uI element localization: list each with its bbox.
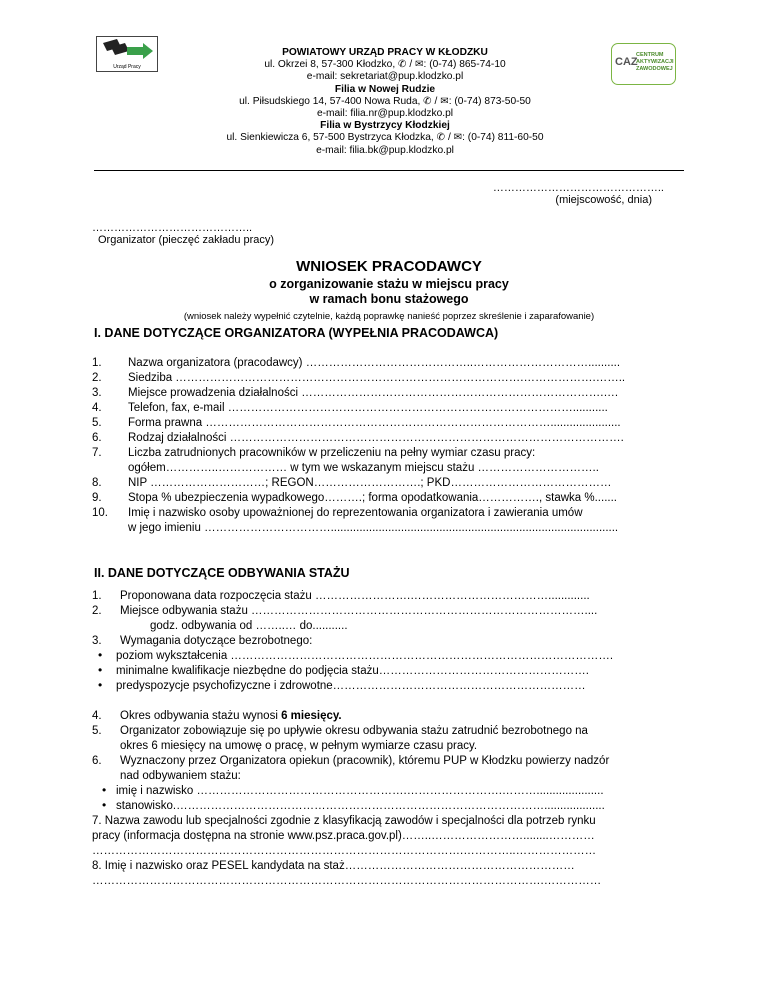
s1-item-10 [92, 506, 680, 521]
branch-bystrzyca-email: e-mail: filia.bk@pup.klodzko.pl [316, 144, 454, 156]
s2-item-7-line1: 7. Nazwa zawodu lub specjalności zgodnie z klasyfikacją zawodów i specjalności dla potrzeb rynku [92, 815, 596, 827]
section2-heading: II. DANE DOTYCZĄCE ODBYWANIA STAŻU [94, 566, 350, 580]
branch-nowa-ruda: Filia w Nowej Rudzie [334, 83, 436, 95]
s2-item-3 [92, 634, 680, 649]
bullet-icon: • [98, 679, 103, 692]
s2-num: 1. [92, 590, 102, 602]
s1-text: Rodzaj działalności …………………………………………………………………………………………. [128, 432, 624, 444]
s1-item-3[interactable] [92, 386, 680, 401]
s2-item-4-bold: 6 miesięcy. [281, 710, 342, 722]
s2-bullet-text: poziom wykształcenia ………………………………………………………………………………………. [116, 650, 614, 662]
s1-item-7b[interactable] [92, 461, 680, 476]
s2-bullet-text: predyspozycje psychofizyczne i zdrowotne………………………………………………………… [116, 680, 586, 692]
s1-text: ogółem…………..……………… w tym we wskazanym miejscu stażu ………………………….. [128, 462, 599, 474]
s1-num: 4. [92, 402, 102, 414]
caz-logo-letters: CAZ [615, 56, 638, 68]
bullet-icon: • [102, 784, 107, 797]
title-sub1: o zorganizowanie stażu w miejscu pracy [269, 277, 509, 291]
title-main: WNIOSEK PRACODAWCY [296, 258, 482, 275]
branch-bystrzyca-address: ul. Sienkiewicza 6, 57-500 Bystrzyca Kłodzka, ✆ / ✉: (0-74) 811-60-50 [226, 132, 544, 144]
s2-bullet-education[interactable] [92, 649, 680, 664]
s1-num: 10. [92, 507, 108, 519]
organizer-stamp-field[interactable] [92, 222, 292, 246]
s2-item-6-line1: Wyznaczony przez Organizatora opiekun (pracownik), któremu PUP w Kłodzku powierzy nadzór [120, 755, 610, 767]
s2-item-5-line1: Organizator zobowiązuje się po upływie okresu odbywania stażu zatrudnić bezrobotnego na [120, 725, 588, 737]
s1-num: 9. [92, 492, 102, 504]
s1-text: w jego imieniu …………………………….......................................................................................... [128, 522, 619, 534]
bullet-icon: • [98, 664, 103, 677]
s1-num: 8. [92, 477, 102, 489]
s1-item-7 [92, 446, 680, 461]
s1-num: 3. [92, 387, 102, 399]
s2-item-4 [92, 709, 680, 724]
s2-num: 3. [92, 635, 102, 647]
bullet-icon: • [102, 799, 107, 812]
office-name: POWIATOWY URZĄD PRACY W KŁODZKU [282, 47, 488, 58]
s1-item-9[interactable] [92, 491, 680, 506]
s1-text: Miejsce prowadzenia działalności …………………………………………………………………….…. [128, 387, 619, 399]
s2-item-2-hours[interactable]: godz. odbywania od ……..… do........... [150, 620, 348, 632]
office-header [200, 47, 570, 157]
place-date-dots: ……………………………………….. [492, 182, 664, 194]
s2-item-1[interactable] [92, 589, 680, 604]
s1-num: 5. [92, 417, 102, 429]
office-address: ul. Okrzei 8, 57-300 Kłodzko, ✆ / ✉: (0-74) 865-74-10 [264, 59, 506, 71]
s2-num: 5. [92, 725, 102, 737]
form-title [94, 258, 684, 322]
s2-bullet-position[interactable] [92, 799, 680, 814]
s2-item-7-line3[interactable]: …………………………………………………………………………………….…………..………………… [92, 845, 597, 857]
s2-item-8-line2[interactable]: ……………………………………………………………………………………………………….…………… [92, 875, 602, 887]
organizer-dots: …………………………………….. [92, 222, 253, 234]
s2-text: Miejsce odbywania stażu …………………………………………………………………………….... [120, 605, 598, 617]
s2-item-6 [92, 754, 680, 769]
place-date-field[interactable] [484, 182, 664, 206]
s2-text: Proponowana data rozpoczęcia stażu …………………….………………………………............. [120, 590, 590, 602]
s1-item-1[interactable] [92, 356, 680, 371]
s2-num: 6. [92, 755, 102, 767]
branch-bystrzyca: Filia w Bystrzycy Kłodzkiej [320, 120, 450, 132]
s1-num: 2. [92, 372, 102, 384]
s1-text: Telefon, fax, e-mail ………………………………………………………………………………........... [128, 402, 608, 414]
s2-bullet-text: stanowisko.……………………………………………………………………………………................... [116, 800, 605, 812]
section1-heading: I. DANE DOTYCZĄCE ORGANIZATORA (WYPEŁNIA PRACODAWCA) [94, 326, 499, 340]
branch-nowa-ruda-email: e-mail: filia.nr@pup.klodzko.pl [316, 108, 454, 120]
s1-num: 1. [92, 357, 102, 369]
s1-text: Nazwa organizatora (pracodawcy) ……………………………………..………………………….......... [128, 357, 621, 369]
title-sub2: w ramach bonu stażowego [309, 292, 469, 306]
section2-list [92, 589, 680, 889]
s2-item-5 [92, 724, 680, 739]
s1-item-10b[interactable] [92, 521, 680, 536]
s2-bullet-text: minimalne kwalifikacje niezbędne do podjęcia stażu………………………………………………. [116, 665, 589, 677]
header-divider [94, 170, 684, 171]
s1-item-2[interactable] [92, 371, 680, 386]
s1-num: 7. [92, 447, 102, 459]
s2-item-7-line2[interactable]: pracy (informacja dostępna na stronie www.psz.praca.gov.pl)……..……………………........………… [92, 830, 595, 842]
s2-item-2[interactable] [92, 604, 680, 619]
s2-bullet-name[interactable] [92, 784, 680, 799]
caz-logo [611, 43, 676, 85]
s1-item-4[interactable] [92, 401, 680, 416]
s1-item-5[interactable] [92, 416, 680, 431]
caz-logo-text: CENTRUM AKTYWIZACJI ZAWODOWEJ [636, 52, 674, 72]
s2-num: 4. [92, 710, 102, 722]
s1-text: Liczba zatrudnionych pracowników w przeliczeniu na pełny wymiar czasu pracy: [128, 447, 536, 459]
s1-num: 6. [92, 432, 102, 444]
title-note: (wniosek należy wypełnić czytelnie, każdą poprawkę nanieść poprzez skreślenie i zaparafowanie) [183, 311, 595, 322]
s1-item-6[interactable] [92, 431, 680, 446]
s2-text: Wymagania dotyczące bezrobotnego: [120, 635, 313, 647]
s2-item-4-text: Okres odbywania stażu wynosi [120, 710, 282, 722]
branch-nowa-ruda-address: ul. Piłsudskiego 14, 57-400 Nowa Ruda, ✆ / ✉: (0-74) 873-50-50 [239, 95, 531, 107]
s1-text: Forma prawna ………………………………………………………………………………...................... [128, 417, 621, 429]
place-date-label: (miejscowość, dnia) [555, 194, 652, 206]
pup-logo [96, 36, 158, 72]
s2-bullet-text: imię i nazwisko ……………………………………………….…………………….………..................... [116, 785, 604, 797]
s1-item-8[interactable] [92, 476, 680, 491]
s1-text: Imię i nazwisko osoby upoważnionej do reprezentowania organizatora i zawierania umów [128, 507, 583, 519]
s2-num: 2. [92, 605, 102, 617]
office-email: e-mail: sekretariat@pup.klodzko.pl [306, 71, 464, 83]
bullet-icon: • [98, 649, 103, 662]
s1-text: Siedziba ……………………………………………………………………………….……………….…….. [128, 372, 626, 384]
s2-bullet-predispositions[interactable] [92, 679, 680, 694]
organizer-label: Organizator (pieczęć zakładu pracy) [98, 234, 275, 246]
s2-item-8-line1[interactable]: 8. Imię i nazwisko oraz PESEL kandydata na staż…………………………………………………… [92, 860, 575, 872]
s2-item-5-line2: okres 6 miesięcy na umowę o pracę, w pełnym wymiarze czasu pracy. [120, 740, 478, 752]
pup-logo-text: Urząd Pracy [113, 64, 141, 70]
s1-text: NIP …………………………; REGON……………………….; PKD…………………………………… [128, 477, 612, 489]
s1-text: Stopa % ubezpieczenia wypadkowego……….; forma opodatkowania……………., stawka %....... [128, 492, 617, 504]
s2-item-6-line2: nad odbywaniem stażu: [120, 770, 241, 782]
section1-list [92, 356, 680, 536]
s2-bullet-qualifications[interactable] [92, 664, 680, 679]
